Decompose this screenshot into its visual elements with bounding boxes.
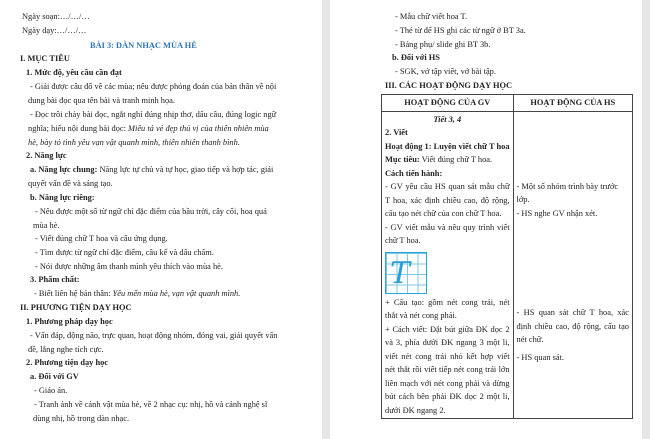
section: 2. Viết [385,128,408,137]
objective [385,153,510,167]
text: - Biết liên hệ bản thân: [34,289,113,298]
procedure-label: Cách tiến hành: [385,168,443,178]
label: a. Năng lực chung: [30,165,98,174]
subsection-heading: 2. Phương tiện dạy học [26,358,109,367]
text-line: mùa hè. [33,221,60,230]
text-line: quyết vấn đề và sáng tạo. [28,179,113,188]
activities-table [381,94,633,419]
text-line [28,123,269,135]
header-hs: HOẠT ĐỘNG CỦA HS [513,95,632,112]
text: Năng lực tự chủ và tự học, giao tiếp và hợp tác, giải [97,165,274,174]
text-line: - Viết đúng chữ T hoa và câu ứng dụng. [35,234,168,243]
step: - GV yêu cầu HS quan sát mẫu chữ T hoa, xác định chiều cao, độ rộng, cấu tạo nét chữ của con chữ T hoa. [385,182,510,218]
text-line [30,164,273,176]
table-header [382,95,633,112]
italic-text: Yêu mến mùa hè, vạn vật quanh mình. [112,289,241,298]
letter-t-writing-grid [385,252,427,294]
text-line: - Giáo án. [34,386,68,395]
date-taught: Ngày dạy:…/…/… [22,26,87,35]
hs-step: - HS quan sát chữ T hoa, xác định chiều cao, độ rộng, cấu tạo nét chữ. [516,308,629,344]
text-line: - Tranh ảnh về cảnh vật mùa hè, về 2 nhạc cụ: nhị, hồ và cảnh nghệ sĩ [34,400,268,409]
page-2 [330,0,642,439]
text-line: - Nói được những âm thanh mình yêu thích vào mùa hè. [35,262,223,271]
subsection-heading: 1. Phương pháp dạy học [26,317,113,326]
hs-step: - HS nghe GV nhận xét. [516,208,598,218]
text-line: - SGK, vở tập viết, vở bài tập. [395,67,496,76]
letter-sample: T [390,255,411,291]
section-heading: I. MỤC TIÊU [20,54,70,63]
subsection-heading: 1. Mức độ, yêu cầu cần đạt [26,68,122,77]
text-line: dung bài đọc qua tên bài và tranh minh họa. [28,96,175,105]
label: Mục tiêu: [385,155,420,164]
subsection-heading: 3. Phẩm chất: [30,275,80,284]
label: b. Đối với HS [392,53,440,62]
gv-cell [382,111,514,419]
text-line: - Bảng phụ/ slide ghi BT 3b. [395,40,491,49]
text-line: - Tìm được từ ngữ chỉ đặc điểm, câu kể và dấu chấm. [35,248,214,257]
text-line [34,288,240,300]
section-heading: III. CÁC HOẠT ĐỘNG DẠY HỌC [385,81,513,90]
subsection-heading: 2. Năng lực [26,151,67,160]
label: a. Đối với GV [30,372,79,381]
italic-text: Miêu tả vẻ đẹp thú vị của thiên nhiên mùa [128,124,269,133]
hs-cell [513,111,632,419]
text-line: dùng nhị, hồ trong dàn nhạc. [33,414,130,423]
step: - GV viết mẫu và nêu quy trình viết chữ T hoa. [385,222,510,245]
header-gv: HOẠT ĐỘNG CỦA GV [382,95,514,112]
step: + Cách viết: Đặt bút giữa ĐK dọc 2 và 3, phía dưới ĐK ngang 3 một li, viết nét cong trái nhỏ kết hợp viết nét thắt rồi viết tiếp nét cong trái lớn liền mạch với nét cong phải và dừng bút cách bên phải ĐK dọc 2 một li, dưới ĐK ngang 2. [385,324,510,415]
step: + Cấu tạo: gồm nét cong trái, nét thắt và nét cong phải. [385,297,510,320]
text-line: - Mẫu chữ viết hoa T. [395,12,468,21]
period: Tiết 3, 4 [433,114,462,124]
hs-step: - Một số nhóm trình bày trước lớp. [516,181,619,204]
text-line: - Giải được câu đố về các mùa; nêu được phỏng đoán của bản thân về nội [30,82,277,91]
table-row [382,111,633,419]
text-line: - Đọc trôi chảy bài đọc, ngắt nghỉ đúng nhịp thơ, dấu câu, đúng logic ngữ [30,110,277,119]
text: Viết đúng chữ T hoa. [419,155,493,164]
lesson-title: BÀI 3: DÀN NHẠC MÙA HÈ [90,41,197,50]
hs-step: - HS quan sát. [516,352,564,362]
page-1 [0,0,322,439]
date-prepared: Ngày soạn:…/…/… [22,12,90,21]
section-heading: II. PHƯƠNG TIỆN DẠY HỌC [20,303,132,312]
text-line: - Vấn đáp, động não, trực quan, hoạt động nhóm, đóng vai, giải quyết vấn [30,331,278,340]
activity-title: Hoạt động 1: Luyện viết chữ T hoa [385,141,510,151]
text-line: đề, lắng nghe tích cực. [28,345,104,354]
label: b. Năng lực riêng: [30,193,95,202]
text-line: - Nêu được một số từ ngữ chỉ đặc điểm của bầu trời, cây cối, hoa quả [35,207,267,216]
text-line: hè, bày tỏ tình yêu vạn vật quanh mình, thiên nhiên thanh bình. [28,138,240,147]
text-line: - Thẻ từ để HS ghi các từ ngữ ở BT 3a. [395,26,526,35]
text: nghĩa; hiểu nội dung bài đọc: [28,124,129,133]
